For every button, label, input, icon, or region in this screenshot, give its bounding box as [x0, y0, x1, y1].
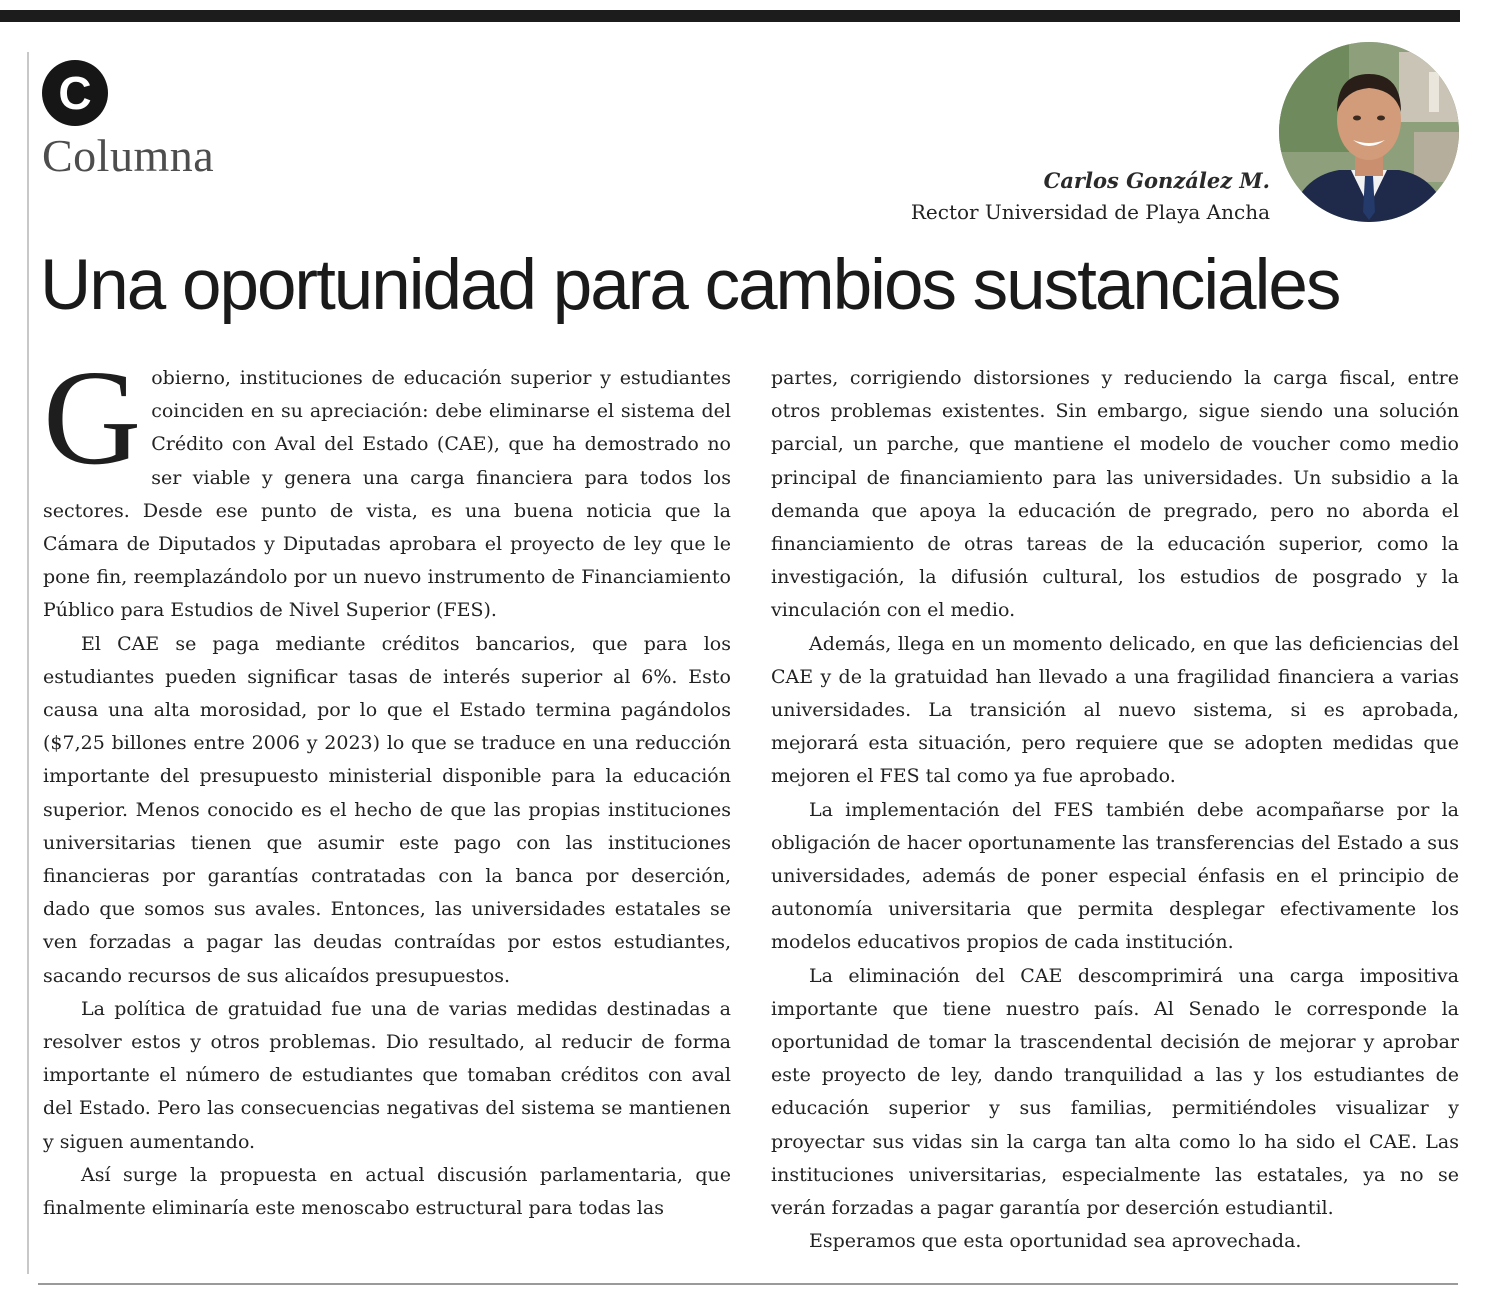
bottom-rule [38, 1283, 1458, 1285]
paragraph: Esperamos que esta oportunidad sea aprovechada. [809, 1230, 1302, 1253]
paragraph: partes, corrigiendo distorsiones y reduciendo la carga fiscal, entre otros problemas existentes. Sin embargo, sigue siendo una solución parcial, un parche, que mantiene el modelo de voucher como medio principal de financiamiento para las universidades. Un subsidio a la demanda que apoya la educación de pregrado, pero no aborda el financiamiento de otras tareas de la educación superior, como la investigación, la difusión cultural, los estudios de posgrado y la vinculación con el medio. [771, 367, 1459, 622]
paragraph: Así surge la propuesta en actual discusión parlamentaria, que finalmente eliminaría este menoscabo estructural para todas las [43, 1163, 731, 1220]
article-right-column [771, 362, 1459, 1258]
author-role: Rector Universidad de Playa Ancha [910, 200, 1270, 224]
paragraph: La eliminación del CAE descomprimirá una carga impositiva importante que tiene nuestro país. Al Senado le corresponde la oportunidad de tomar la trascendental decisión de mejorar y aprobar este proyecto de ley, dando tranquilidad a las y los estudiantes de educación superior y sus familias, permitiéndoles visualizar y proyectar sus vidas sin la carga tan alta como lo ha sido el CAE. Las instituciones universitarias, especialmente las estatales, ya no se verán forzadas a pagar garantía por deserción estudiantil. [771, 964, 1459, 1220]
paragraph: La implementación del FES también debe acompañarse por la obligación de hacer oportunamente las transferencias del Estado a sus universidades, además de poner especial énfasis en el principio de autonomía universitaria que permita desplegar efectivamente los modelos educativos propios de cada institución. [771, 798, 1459, 954]
paragraph: La política de gratuidad fue una de varias medidas destinadas a resolver estos y otros problemas. Dio resultado, al reducir de forma importante el número de estudiantes que tomaban créditos con aval del Estado. Pero las consecuencias negativas del sistema se mantienen y siguen aumentando. [43, 997, 731, 1153]
paragraph: El CAE se paga mediante créditos bancarios, que para los estudiantes pueden significar tasas de interés superior al 6%. Esto causa una alta morosidad, por lo que el Estado termina pagándolos ($7,25 billones entre 2006 y 2023) lo que se traduce en una reducción importante del presupuesto ministerial disponible para la educación superior. Menos conocido es el hecho de que las propias instituciones universitarias tienen que asumir este pago con las instituciones financieras por garantías contratadas con la banca por deserción, dado que somos sus avales. Entonces, las universidades estatales se ven forzadas a pagar las deudas contraídas por estos estudiantes, sacando recursos de sus alicaídos presupuestos. [43, 632, 731, 987]
paragraph [43, 343, 731, 628]
author-name: Carlos González M. [1043, 168, 1270, 193]
section-label: Columna [42, 130, 215, 181]
paragraph: Además, llega en un momento delicado, en que las deficiencias del CAE y de la gratuidad han llevado a una fragilidad financiera a varias universidades. La transición al nuevo sistema, si es aprobada, mejorará esta situación, pero requiere que se adopten medidas que mejoren el FES tal como ya fue aprobado. [771, 632, 1459, 788]
author-portrait-image [1279, 42, 1459, 222]
paragraph-text: obierno, instituciones de educación superior y estudiantes coinciden en su apreciación: debe eliminarse el sistema del Crédito con Aval del Estado (CAE), que ha demostrado no ser viable y genera una carga financiera para todos los sectores. Desde ese punto de vista, es una buena noticia que la Cámara de Diputados y Diputadas aprobara el proyecto de ley que le pone fin, reemplazándolo por un nuevo instrumento de Financiamiento Público para Estudios de Nivel Superior (FES). [43, 367, 731, 622]
top-rule [0, 10, 1460, 22]
article-left-column [43, 343, 731, 1225]
section-badge: C [42, 60, 108, 126]
drop-cap: G [43, 343, 142, 493]
author-portrait [1279, 42, 1459, 222]
headline: Una oportunidad para cambios sustanciales [40, 246, 1340, 325]
left-column-rule [27, 52, 29, 1274]
